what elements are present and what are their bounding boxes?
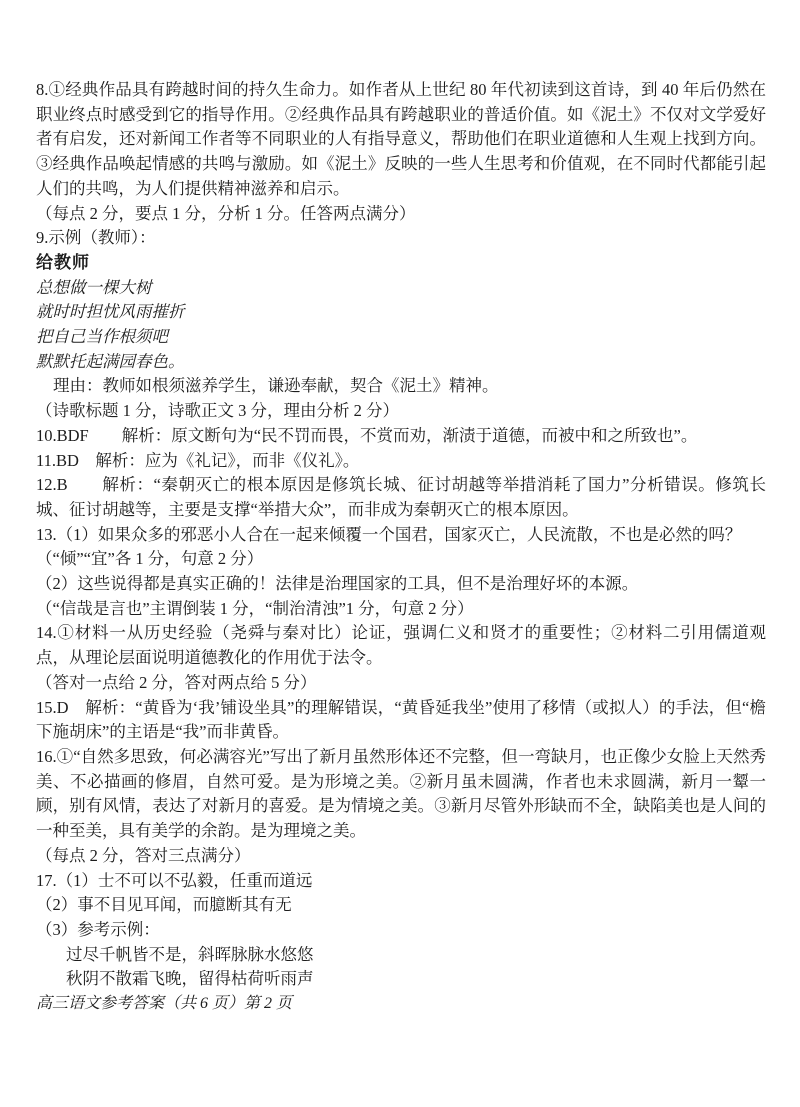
poem-line: 就时时担忧风雨摧折: [36, 302, 185, 322]
page-footer: 高三语文参考答案（共 6 页）第 2 页: [36, 995, 293, 1013]
answer-q17-part3: （3）参考示例：: [36, 919, 160, 939]
answer-q17-part1: 17.（1）士不可以不弘毅，任重而道远: [36, 870, 313, 890]
poem-line: 总想做一棵大树: [36, 277, 152, 297]
answer-q8-score-note: （每点 2 分，要点 1 分，分析 1 分。任答两点满分）: [36, 203, 416, 223]
answer-q13-part1-score-note: （“倾”“宜”各 1 分，句意 2 分）: [36, 549, 264, 569]
answer-q11-text: 11.BD 解析：应为《礼记》，而非《仪礼》。: [36, 450, 360, 470]
answer-q13-part2-score-note: （“信哉是言也”主谓倒装 1 分，“制治清浊”1 分，句意 2 分）: [36, 598, 474, 618]
answer-q13-part2: （2）这些说得都是真实正确的！法律是治理国家的工具，但不是治理好坏的本源。: [36, 574, 639, 594]
answer-q16-score-note: （每点 2 分，答对三点满分）: [36, 845, 251, 865]
poem-title: 给教师: [36, 252, 90, 272]
answer-q10-text: 10.BDF 解析：原文断句为“民不罚而畏，不赏而劝，渐渍于道德，而被中和之所致也”。: [36, 425, 698, 445]
answer-q17-verse-line: 过尽千帆皆不是，斜晖脉脉水悠悠: [66, 944, 314, 964]
answer-q14-text: 14.①材料一从历史经验（尧舜与秦对比）论证，强调仁义和贤才的重要性；②材料二引用儒道观点，从理论层面说明道德教化的作用优于法令。: [36, 623, 766, 668]
answer-q12-text: 12.B 解析：“秦朝灭亡的根本原因是修筑长城、征讨胡越等举措消耗了国力”分析错误。修筑长城、征讨胡越等，主要是支撑“举措大众”，而非成为秦朝灭亡的根本原因。: [36, 475, 766, 519]
answer-q17-part2: （2）事不目见耳闻，而臆断其有无: [36, 895, 292, 915]
answer-q9-label: 9.示例（教师）：: [36, 228, 156, 248]
answer-q9-reason: 理由：教师如根须滋养学生，谦逊奉献，契合《泥土》精神。: [53, 376, 499, 396]
poem-line: 把自己当作根须吧: [36, 327, 168, 347]
answer-q16-text: 16.①“自然多思致，何必满容光”写出了新月虽然形体还不完整，但一弯缺月，也正像少女脸上天然秀美、不必描画的修眉，自然可爱。是为形境之美。②新月虽未圆满，作者也未求圆满，新月一颦一顾，别有风情，表达了对新月的喜爱。是为情境之美。③新月尽管外形缺而不全，缺陷美也是人间的一种至美，具有美学的余韵。是为理境之美。: [36, 746, 766, 841]
answer-q17-verse-line: 秋阴不散霜飞晚，留得枯荷听雨声: [66, 969, 314, 989]
answer-q13-part1: 13.（1）如果众多的邪恶小人合在一起来倾覆一个国君，国家灭亡，人民流散，不也是必然的吗？: [36, 524, 742, 544]
poem-line: 默默托起满园春色。: [36, 351, 185, 371]
answer-q14-score-note: （答对一点给 2 分，答对两点给 5 分）: [36, 672, 317, 692]
answer-q15-text: 15.D 解析：“黄昏为‘我’铺设坐具”的理解错误，“黄昏延我坐”使用了移情（或拟人）的手法，但“檐下施胡床”的主语是“我”而非黄昏。: [36, 697, 766, 742]
answer-q9-score-note: （诗歌标题 1 分，诗歌正文 3 分，理由分析 2 分）: [36, 401, 399, 421]
answer-q8-text: 8.①经典作品具有跨越时间的持久生命力。如作者从上世纪 80 年代初读到这首诗，到 40 年后仍然在职业终点时感受到它的指导作用。②经典作品具有跨越职业的普适价值。如《泥土》不仅对文学爱好者有启发，还对新闻工作者等不同职业的人有指导意义，帮助他们在职业道德和人生观上找到方向。③经典作品唤起情感的共鸣与激励。如《泥土》反映的一些人生思考和价值观，在不同时代都能引起人们的共鸣，为人们提供精神滋养和启示。: [36, 80, 766, 198]
